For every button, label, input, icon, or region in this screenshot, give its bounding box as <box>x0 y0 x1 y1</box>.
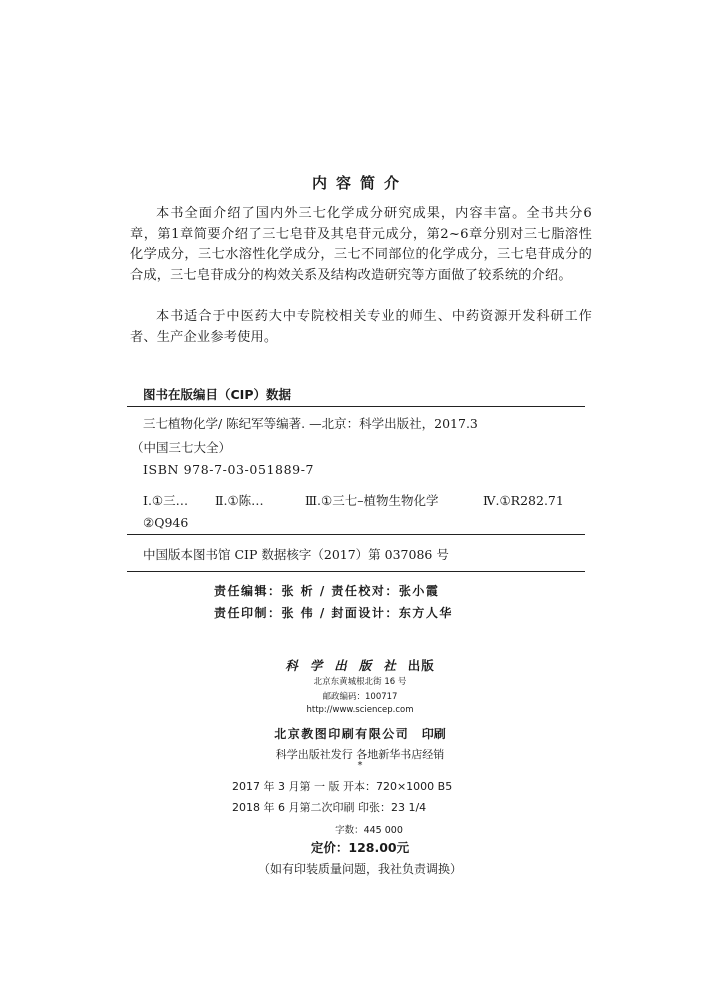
cip-isbn-line: ISBN 978-7-03-051889-7 <box>143 462 315 477</box>
cip-class-item: Ⅰ.①三… <box>143 493 189 508</box>
distribution-line: 科学出版社发行 各地新华书店经销 <box>275 748 445 761</box>
price-value: 128.00元 <box>348 840 410 855</box>
synopsis-paragraph: 本书全面介绍了国内外三七化学成分研究成果，内容丰富。全书共分6章，第1章简要介绍了三七皂苷及其皂苷元成分，第2~6章分别对三七脂溶性化学成分，三七水溶性化学成分，三七不同部位的化学成分，三七皂苷成分的合成，三七皂苷成分的构效关系及结构改造研究等方面做了较系统的介绍。 <box>130 206 592 283</box>
cip-class-item: Ⅲ.①三七–植物生物化学 <box>305 493 439 508</box>
cip-class-line-2: ②Q946 <box>143 515 189 530</box>
divider <box>127 571 585 572</box>
cip-class-item: Ⅱ.①陈… <box>215 493 264 508</box>
printer-name: 北京教图印刷有限公司 <box>274 727 410 741</box>
separator-mark: * <box>357 760 363 771</box>
synopsis-title: 内容简介 <box>311 174 408 192</box>
publisher-name <box>0 656 720 674</box>
publisher-suffix: 出版 <box>407 658 435 673</box>
publisher-url: http://www.sciencep.com <box>306 705 414 715</box>
cip-header: 图书在版编目（CIP）数据 <box>143 387 291 402</box>
publisher-logo-text: 科学出版社 <box>285 658 408 673</box>
cip-classification-line <box>143 491 564 509</box>
cip-title-line: 三七植物化学/ 陈纪军等编著. —北京：科学出版社，2017.3 <box>143 416 478 431</box>
divider <box>127 534 585 535</box>
synopsis-paragraph: 本书适合于中医药大中专院校相关专业的师生、中药资源开发科研工作者、生产企业参考使用。 <box>130 309 592 345</box>
editor-credits: 责任编辑：张 析 / 责任校对：张小霞 <box>214 584 440 598</box>
production-credits: 责任印制：张 伟 / 封面设计：东方人华 <box>214 606 453 620</box>
publisher-address: 北京东黄城根北街 16 号 <box>313 677 407 687</box>
printer-suffix: 印刷 <box>421 727 446 741</box>
quality-note: （如有印装质量问题，我社负责调换） <box>257 862 462 876</box>
price-line <box>0 838 720 856</box>
cip-record-number: 中国版本图书馆 CIP 数据核字（2017）第 037086 号 <box>143 547 449 562</box>
edition-line: 2017 年 3 月第 一 版 开本：720×1000 B5 <box>232 780 453 793</box>
price-label: 定价： <box>310 840 349 855</box>
publisher-postcode: 邮政编码：100717 <box>322 692 398 702</box>
cip-class-item: Ⅳ.①R282.71 <box>483 493 564 508</box>
word-count: 字数：445 000 <box>335 825 403 836</box>
printing-line: 2018 年 6 月第二次印刷 印张：23 1/4 <box>232 801 427 814</box>
printer-line <box>0 725 720 742</box>
divider <box>127 406 585 407</box>
cip-series-line: （中国三七大全） <box>131 440 232 455</box>
